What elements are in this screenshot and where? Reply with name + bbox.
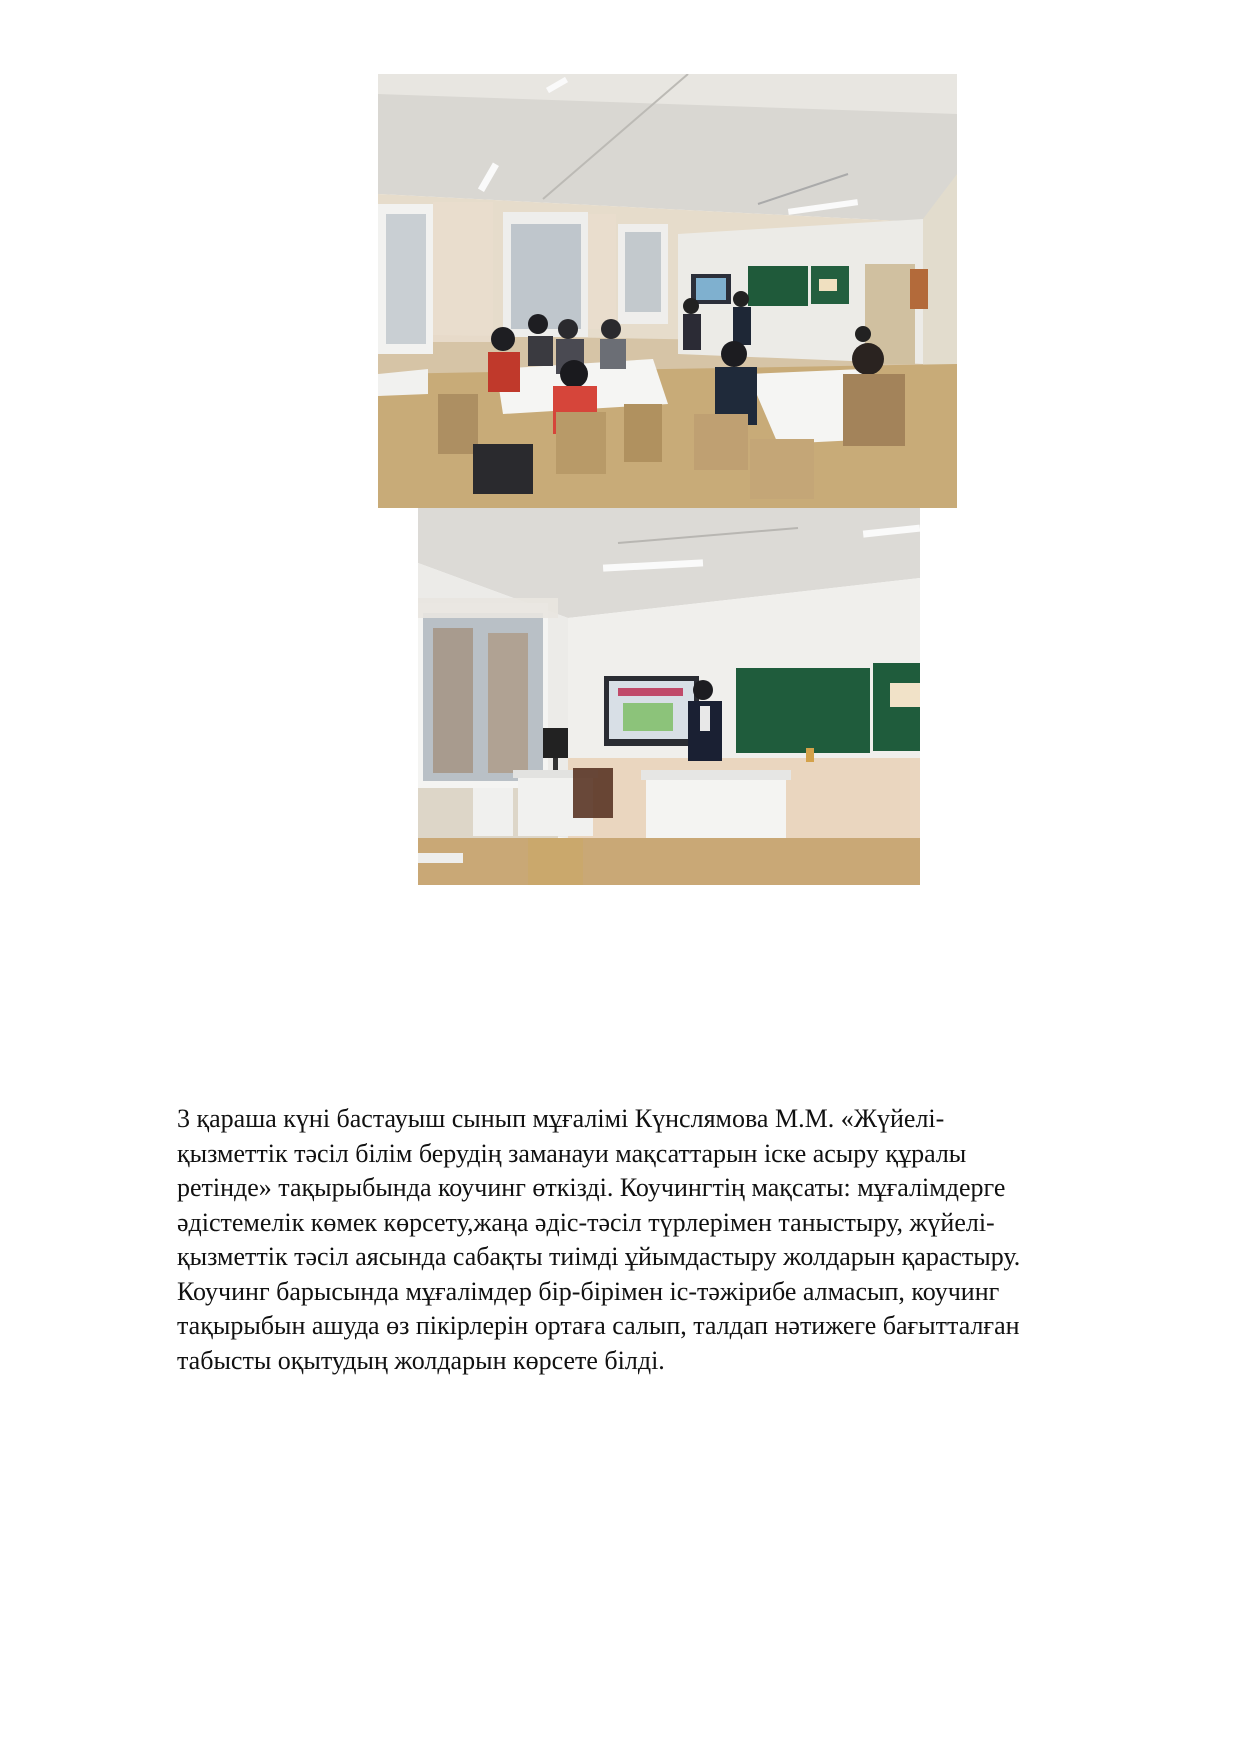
classroom-photo-1 <box>378 74 957 508</box>
classroom-photo-2 <box>418 508 920 885</box>
body-paragraph: 3 қараша күні бастауыш сынып мұғалімі Күнслямова М.М. «Жүйелі- қызметтік тәсіл білім берудің заманауи мақсаттарын іске асыру құралы ретінде» тақырыбында коучинг өткізді. Коучингтің мақсаты: мұғалімдерге әдістемелік көмек көрсету,жаңа әдіс-тәсіл түрлерімен таныстыру, жүйелі- қызметтік тәсіл аясында сабақты тиімді ұйымдастыру жолдарын қарастыру. Коучинг барысында мұғалімдер бір-бірімен іс-тәжірибе алмасып, коучинг тақырыбын ашуда өз пікірлерін ортаға салып, талдап нәтижеге бағытталған табысты оқытудың жолдарын көрсете білді. <box>177 1104 1021 1375</box>
classroom-photo-2-image <box>418 508 920 885</box>
classroom-photo-1-image <box>378 74 957 508</box>
